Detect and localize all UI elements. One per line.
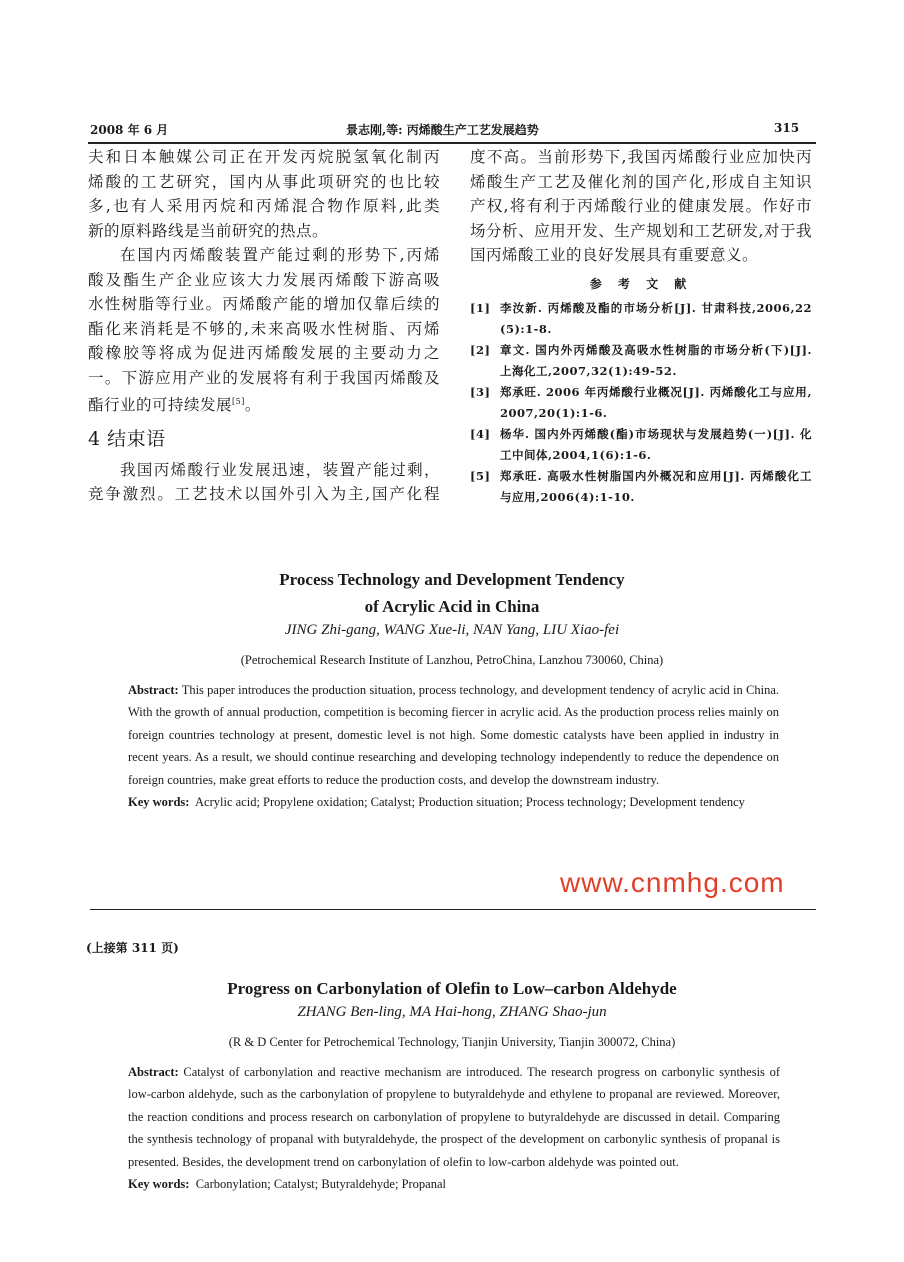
text-line: 酸橡胶等将成为促进丙烯酸发展的主要动力之	[88, 344, 440, 362]
ref-number: [5]	[470, 469, 491, 483]
keywords-label: Key words:	[128, 795, 190, 810]
citation[interactable]: [5]	[232, 397, 245, 406]
text-line: (5):1-8.	[500, 322, 552, 336]
text-line: 烯酸的工艺研究，国内从事此项研究的也比较	[88, 172, 440, 191]
english-affiliation-2: (R & D Center for Petrochemical Technology, Tianjin University, Tianjin 300072, China)	[228, 1035, 676, 1049]
english-abstract-1	[128, 679, 779, 813]
text-line: 与应用,2006(4):1-10.	[500, 490, 635, 504]
english-title-2: Progress on Carbonylation of Olefin to Low–carbon Aldehyde	[227, 979, 677, 998]
section-divider	[90, 909, 816, 910]
text-line: 多,也有人采用丙烷和丙烯混合物作原料,此类	[88, 197, 440, 215]
english-affiliation-1: (Petrochemical Research Institute of Lanzhou, PetroChina, Lanzhou 730060, China)	[240, 653, 664, 667]
text-line: 我国丙烯酸行业发展迅速，装置产能过剩，	[120, 460, 440, 479]
text-line: 一。下游应用产业的发展将有利于我国丙烯酸及	[88, 368, 440, 387]
keywords-label: Key words:	[128, 1177, 190, 1192]
paragraph	[88, 243, 440, 418]
text-line: 度不高。当前形势下,我国丙烯酸行业应加快丙	[470, 148, 812, 166]
text-line: 新的原料路线是当前研究的热点。	[88, 221, 329, 240]
text-line: 国丙烯酸工业的良好发展具有重要意义。	[470, 246, 759, 264]
ref-number: [3]	[470, 385, 491, 399]
text-line: 夫和日本触媒公司正在开发丙烷脱氢氧化制丙	[88, 148, 440, 166]
english-authors-2: ZHANG Ben-ling, MA Hai-hong, ZHANG Shao-jun	[297, 1004, 607, 1020]
text-line: 李汝新. 丙烯酸及酯的市场分析[J]. 甘肃科技,2006,22	[500, 301, 812, 315]
text-line: 水性树脂等行业。丙烯酸产能的增加仅靠后续的	[88, 295, 440, 313]
text-line: 产权,将有利于丙烯酸行业的健康发展。作好市	[470, 197, 812, 215]
english-abstract-2	[128, 1061, 780, 1195]
header-date: 2008 年 6 月	[90, 123, 169, 137]
text-line: 杨华. 国内外丙烯酸(酯)市场现状与发展趋势(一)[J]. 化	[500, 427, 812, 441]
ref-number: [2]	[470, 343, 491, 357]
reference-item	[470, 424, 812, 466]
continued-note: (上接第 311 页)	[86, 941, 179, 955]
text-line: 郑承旺. 高吸水性树脂国内外概况和应用[J]. 丙烯酸化工	[500, 469, 812, 483]
text-line: 工中间体,2004,1(6):1-6.	[500, 448, 652, 462]
text-line: 章文. 国内外丙烯酸及高吸水性树脂的市场分析(下)[J].	[500, 343, 812, 357]
reference-item	[470, 298, 812, 340]
english-title-1	[90, 566, 814, 620]
text-line: 烯酸生产工艺及催化剂的国产化,形成自主知识	[470, 172, 812, 191]
text-line: 郑承旺. 2006 年丙烯酸行业概况[J]. 丙烯酸化工与应用,	[500, 385, 812, 399]
header-running-title: 景志刚,等: 丙烯酸生产工艺发展趋势	[346, 123, 539, 137]
title-line: of Acrylic Acid in China	[364, 597, 540, 616]
abstract-text: Catalyst of carbonylation and reactive mechanism are introduced. The research progress on carbonylic synthesis of low-carbon aldehyde, such as the carbonylation of propylene to butyraldehyde and ethylene to propanal are reviewed. Moreover, the reaction conditions and process research on carbonylation of propylene to butyraldehyde are discussed in detail. Comparing the synthesis technology of propanal with butyraldehyde, the prospect of the development on carbonylic synthesis of propanal is presented. Besides, the development trend on carbonylation of olefin to low-carbon aldehyde was pointed out.	[128, 1065, 781, 1169]
left-column	[88, 145, 440, 507]
header-rule	[88, 142, 816, 144]
text-span: 。	[244, 396, 261, 415]
header-page-number: 315	[774, 121, 800, 135]
text-line: 酯化来消耗是不够的,未来高吸水性树脂、丙烯	[88, 319, 440, 338]
right-column	[470, 145, 812, 508]
text-span: 酯行业的可持续发展	[88, 396, 233, 415]
reference-item	[470, 466, 812, 508]
text-line: 竞争激烈。工艺技术以国外引入为主,国产化程	[88, 485, 440, 504]
text-line: 2007,20(1):1-6.	[500, 406, 608, 420]
abstract-text: This paper introduces the production situation, process technology, and development tendency of acrylic acid in China. With the growth of annual production, competition is becoming fiercer in acrylic acid. As the production process relies mainly on foreign countries technology at present, domestic level is not high. Some domestic catalysts have been applied in industry in recent years. As a result, we should continue researching and developing technology independently to reduce the dependence on foreign countries, make great efforts to reduce the production costs, and develop the downstream industry.	[128, 683, 779, 787]
text-line: 场分析、应用开发、生产规划和工艺研发,对于我	[470, 221, 812, 240]
abstract-label: Abstract:	[128, 683, 179, 697]
english-authors-1: JING Zhi-gang, WANG Xue-li, NAN Yang, LIU Xiao-fei	[284, 622, 620, 638]
paragraph	[88, 458, 440, 507]
reference-item	[470, 382, 812, 424]
ref-number: [4]	[470, 427, 491, 441]
reference-item	[470, 340, 812, 382]
abstract-label: Abstract:	[128, 1065, 179, 1079]
watermark: www.cnmhg.com	[560, 867, 785, 898]
text-line: 酸及酯生产企业应该大力发展丙烯酸下游高吸	[88, 270, 440, 289]
ref-number: [1]	[470, 301, 491, 315]
text-line	[88, 390, 440, 418]
reference-list	[470, 298, 812, 508]
references-heading: 参 考 文 献	[589, 276, 693, 291]
title-line: Process Technology and Development Tendency	[279, 570, 625, 589]
section-heading: 4 结束语	[88, 427, 166, 450]
keywords-text: Carbonylation; Catalyst; Butyraldehyde; Propanal	[195, 1177, 447, 1192]
keywords-text: Acrylic acid; Propylene oxidation; Catalyst; Production situation; Process technology; Development tendency	[195, 795, 745, 810]
text-line: 上海化工,2007,32(1):49-52.	[500, 364, 677, 378]
paragraph	[88, 145, 440, 243]
text-line: 在国内丙烯酸装置产能过剩的形势下,丙烯	[120, 246, 440, 264]
